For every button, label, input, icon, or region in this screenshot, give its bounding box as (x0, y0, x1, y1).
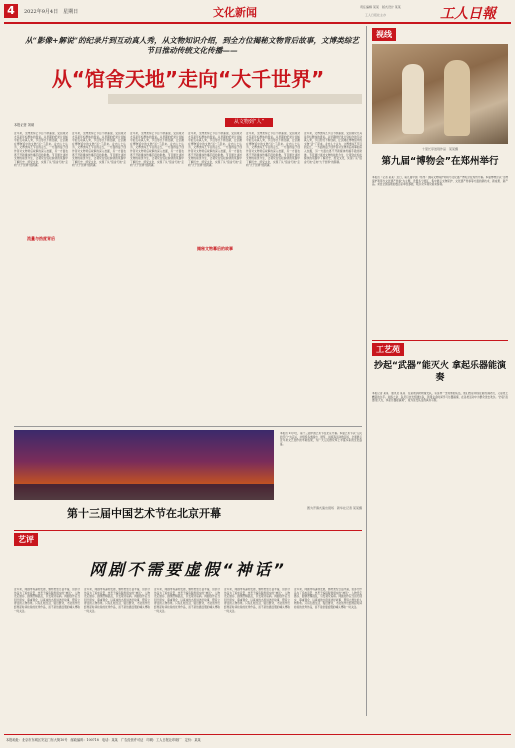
right-body: 本报讯（记者 某某）近日，第九届中国（郑州）国际文物保护利用与文化遗产博览会在郑州开幕。本届博物会以“文物保护利用与文化遗产传承”为主题，设置多个展区，集中展示文物保护、文化遗产传承等方面的新技术、新成果、新产品。来自全国各地的数百家单位参展，吸引众多观众前来参观。 (372, 176, 508, 187)
opera-body-col-3: 近年来，网剧市场蓬勃发展，题材类型日益丰富，但部分作品为了追求流量，热衷于编造脱离现实的“神话”，人物设定悬浮、剧情逻辑混乱，引发观众诟病。网剧创作应当回归现实、尊重观众，以真诚的态度讲述好故事，塑造立得住的人物形象。只有扎根生活、贴近群众，才能创作出经得起时间检验的优秀作品，而不是依靠虚假的噱头博取一时关注。 (154, 588, 220, 613)
yiyuan-section-tag (372, 343, 404, 356)
lead-byline: 本报记者 刘硕 (14, 123, 35, 127)
right-photo-caption: 十里长亭送别作品 某某摄 (421, 147, 458, 151)
yiyuan-body: 本报记者 某某 通讯员 某某 在某地消防救援支队，有这样一支特殊的队伍，他们既是冲锋在前的消防员，又是技艺精湛的乐手。训练之余，队员们自发组建乐队，利用业余时间学习乐器演奏，在各类活动中为群众送去欢乐。“抄起‘武器’能灭火，拿起乐器能演奏”，成为这支队伍的真实写照。 (372, 392, 508, 403)
lead-subhead-2: 流量与热度背后 (14, 236, 68, 242)
lead-subhead-1-label: 从文物到“人” (233, 119, 265, 125)
editor-line: 责任编辑 某某 版式设计 某某 (360, 5, 401, 9)
top-note: 工人日报社主办 (365, 13, 387, 17)
opera-body-col-2: 近年来，网剧市场蓬勃发展，题材类型日益丰富，但部分作品为了追求流量，热衷于编造脱离现实的“神话”，人物设定悬浮、剧情逻辑混乱，引发观众诟病。网剧创作应当回归现实、尊重观众，以真诚的态度讲述好故事，塑造立得住的人物形象。只有扎根生活、贴近群众，才能创作出经得起时间检验的优秀作品，而不是依靠虚假的噱头博取一时关注。 (84, 588, 150, 613)
paper-logo: 工人日報 (440, 6, 496, 22)
opera-section-label: 艺评 (18, 535, 34, 544)
lead-body-col-6: 近年来，文博类综艺节目不断涌现，受到观众尤其是年轻群体的喜爱。从早期的纪录片到如今的互动真人秀，节目形式不断创新，让沉睡在博物馆中的文物“活”了起来。业内人士认为，文博类综艺节目的走红，一方面得益于创作者对文物背后故事的深入挖掘，另一方面也离不开新媒体传播手段的助推。节目通过讲述文物的前世今生，让观众在轻松愉快的氛围中了解历史、感受文化，实现了从“馆舍天地”走向“大千世界”的跨越。 (304, 132, 362, 164)
lead-body-col-3: 近年来，文博类综艺节目不断涌现，受到观众尤其是年轻群体的喜爱。从早期的纪录片到如今的互动真人秀，节目形式不断创新，让沉睡在博物馆中的文物“活”了起来。业内人士认为，文博类综艺节目的走红，一方面得益于创作者对文物背后故事的深入挖掘，另一方面也离不开新媒体传播手段的助推。节目通过讲述文物的前世今生，让观众在轻松愉快的氛围中了解历史、感受文化，实现了从“馆舍天地”走向“大千世界”的跨越。 (130, 132, 184, 168)
art-side-body: 本报讯 9月3日，第十三届中国艺术节在北京开幕。本届艺术节以“人民的节日”为宗旨，共组织各类演出、展览、讲座等活动数百场，全面展示近年来文艺创作的丰硕成果，为广大人民群众奉上丰富多彩的文化盛宴。 (280, 432, 362, 446)
right-section-tag (372, 28, 396, 41)
lead-photo (108, 94, 362, 104)
lead-body-col-4: 近年来，文博类综艺节目不断涌现，受到观众尤其是年轻群体的喜爱。从早期的纪录片到如今的互动真人秀，节目形式不断创新，让沉睡在博物馆中的文物“活”了起来。业内人士认为，文博类综艺节目的走红，一方面得益于创作者对文物背后故事的深入挖掘，另一方面也离不开新媒体传播手段的助推。节目通过讲述文物的前世今生，让观众在轻松愉快的氛围中了解历史、感受文化，实现了从“馆舍天地”走向“大千世界”的跨越。 (188, 132, 242, 168)
yiyuan-headline: 抄起“武器”能灭火 拿起乐器能演奏 (374, 361, 506, 383)
art-photo (14, 430, 274, 500)
opera-headline: 网剧不需要虚假“神话” (89, 560, 287, 579)
opera-rule (14, 530, 362, 531)
yiyuan-section-label: 工艺苑 (376, 345, 400, 354)
lead-kicker: 从“影像+解说”的纪录片到互动真人秀，从文物知识介绍，到全方位揭秘文物背后故事，文博类综艺节目推动传统文化传播—— (24, 36, 360, 55)
right-photo-figure-1 (402, 64, 424, 134)
right-photo (372, 44, 508, 144)
date-line: 2022年9月4日 星期日 (24, 9, 79, 15)
art-photo-stage (14, 484, 274, 500)
footer-text: 本报地址：北京市东城区安定门东大街10号 邮政编码：100718 电话：某某 广告经营许可证 印刷：工人日报社印刷厂 定价：某某 (6, 738, 201, 742)
right-section-label: 视线 (376, 30, 392, 39)
yiyuan-rule (372, 340, 508, 341)
section-title: 文化新闻 (213, 6, 257, 19)
art-photo-caption: 图为开幕式演出现场 新华社记者 某某摄 (307, 506, 362, 510)
art-headline: 第十三届中国艺术节在北京开幕 (67, 507, 221, 520)
right-headline: 第九届“博物会”在郑州举行 (381, 156, 499, 167)
opera-body-col-1: 近年来，网剧市场蓬勃发展，题材类型日益丰富，但部分作品为了追求流量，热衷于编造脱离现实的“神话”，人物设定悬浮、剧情逻辑混乱，引发观众诟病。网剧创作应当回归现实、尊重观众，以真诚的态度讲述好故事，塑造立得住的人物形象。只有扎根生活、贴近群众，才能创作出经得起时间检验的优秀作品，而不是依靠虚假的噱头博取一时关注。 (14, 588, 80, 613)
lead-headline: 从“馆舍天地”走向“大千世界” (51, 67, 325, 91)
lead-subhead-3: 揭秘文物幕后的故事 (188, 246, 242, 252)
masthead (0, 0, 515, 22)
column-divider (366, 26, 367, 716)
opera-body-col-4: 近年来，网剧市场蓬勃发展，题材类型日益丰富，但部分作品为了追求流量，热衷于编造脱离现实的“神话”，人物设定悬浮、剧情逻辑混乱，引发观众诟病。网剧创作应当回归现实、尊重观众，以真诚的态度讲述好故事，塑造立得住的人物形象。只有扎根生活、贴近群众，才能创作出经得起时间检验的优秀作品，而不是依靠虚假的噱头博取一时关注。 (224, 588, 290, 613)
page-number: 4 (4, 4, 18, 18)
art-top-rule (14, 426, 362, 427)
masthead-rule (4, 22, 511, 24)
lead-body-col-1: 近年来，文博类综艺节目不断涌现，受到观众尤其是年轻群体的喜爱。从早期的纪录片到如今的互动真人秀，节目形式不断创新，让沉睡在博物馆中的文物“活”了起来。业内人士认为，文博类综艺节目的走红，一方面得益于创作者对文物背后故事的深入挖掘，另一方面也离不开新媒体传播手段的助推。节目通过讲述文物的前世今生，让观众在轻松愉快的氛围中了解历史、感受文化，实现了从“馆舍天地”走向“大千世界”的跨越。 (14, 132, 68, 168)
lead-body-col-5: 近年来，文博类综艺节目不断涌现，受到观众尤其是年轻群体的喜爱。从早期的纪录片到如今的互动真人秀，节目形式不断创新，让沉睡在博物馆中的文物“活”了起来。业内人士认为，文博类综艺节目的走红，一方面得益于创作者对文物背后故事的深入挖掘，另一方面也离不开新媒体传播手段的助推。节目通过讲述文物的前世今生，让观众在轻松愉快的氛围中了解历史、感受文化，实现了从“馆舍天地”走向“大千世界”的跨越。 (246, 132, 300, 168)
opera-body-col-5: 近年来，网剧市场蓬勃发展，题材类型日益丰富，但部分作品为了追求流量，热衷于编造脱离现实的“神话”，人物设定悬浮、剧情逻辑混乱，引发观众诟病。网剧创作应当回归现实、尊重观众，以真诚的态度讲述好故事，塑造立得住的人物形象。只有扎根生活、贴近群众，才能创作出经得起时间检验的优秀作品，而不是依靠虚假的噱头博取一时关注。 (294, 588, 362, 609)
lead-subhead-1 (225, 118, 273, 127)
lead-body-col-2: 近年来，文博类综艺节目不断涌现，受到观众尤其是年轻群体的喜爱。从早期的纪录片到如今的互动真人秀，节目形式不断创新，让沉睡在博物馆中的文物“活”了起来。业内人士认为，文博类综艺节目的走红，一方面得益于创作者对文物背后故事的深入挖掘，另一方面也离不开新媒体传播手段的助推。节目通过讲述文物的前世今生，让观众在轻松愉快的氛围中了解历史、感受文化，实现了从“馆舍天地”走向“大千世界”的跨越。 (72, 132, 126, 168)
footer-rule (4, 734, 511, 735)
opera-section-tag (14, 533, 38, 546)
right-photo-figure-2 (444, 60, 470, 136)
